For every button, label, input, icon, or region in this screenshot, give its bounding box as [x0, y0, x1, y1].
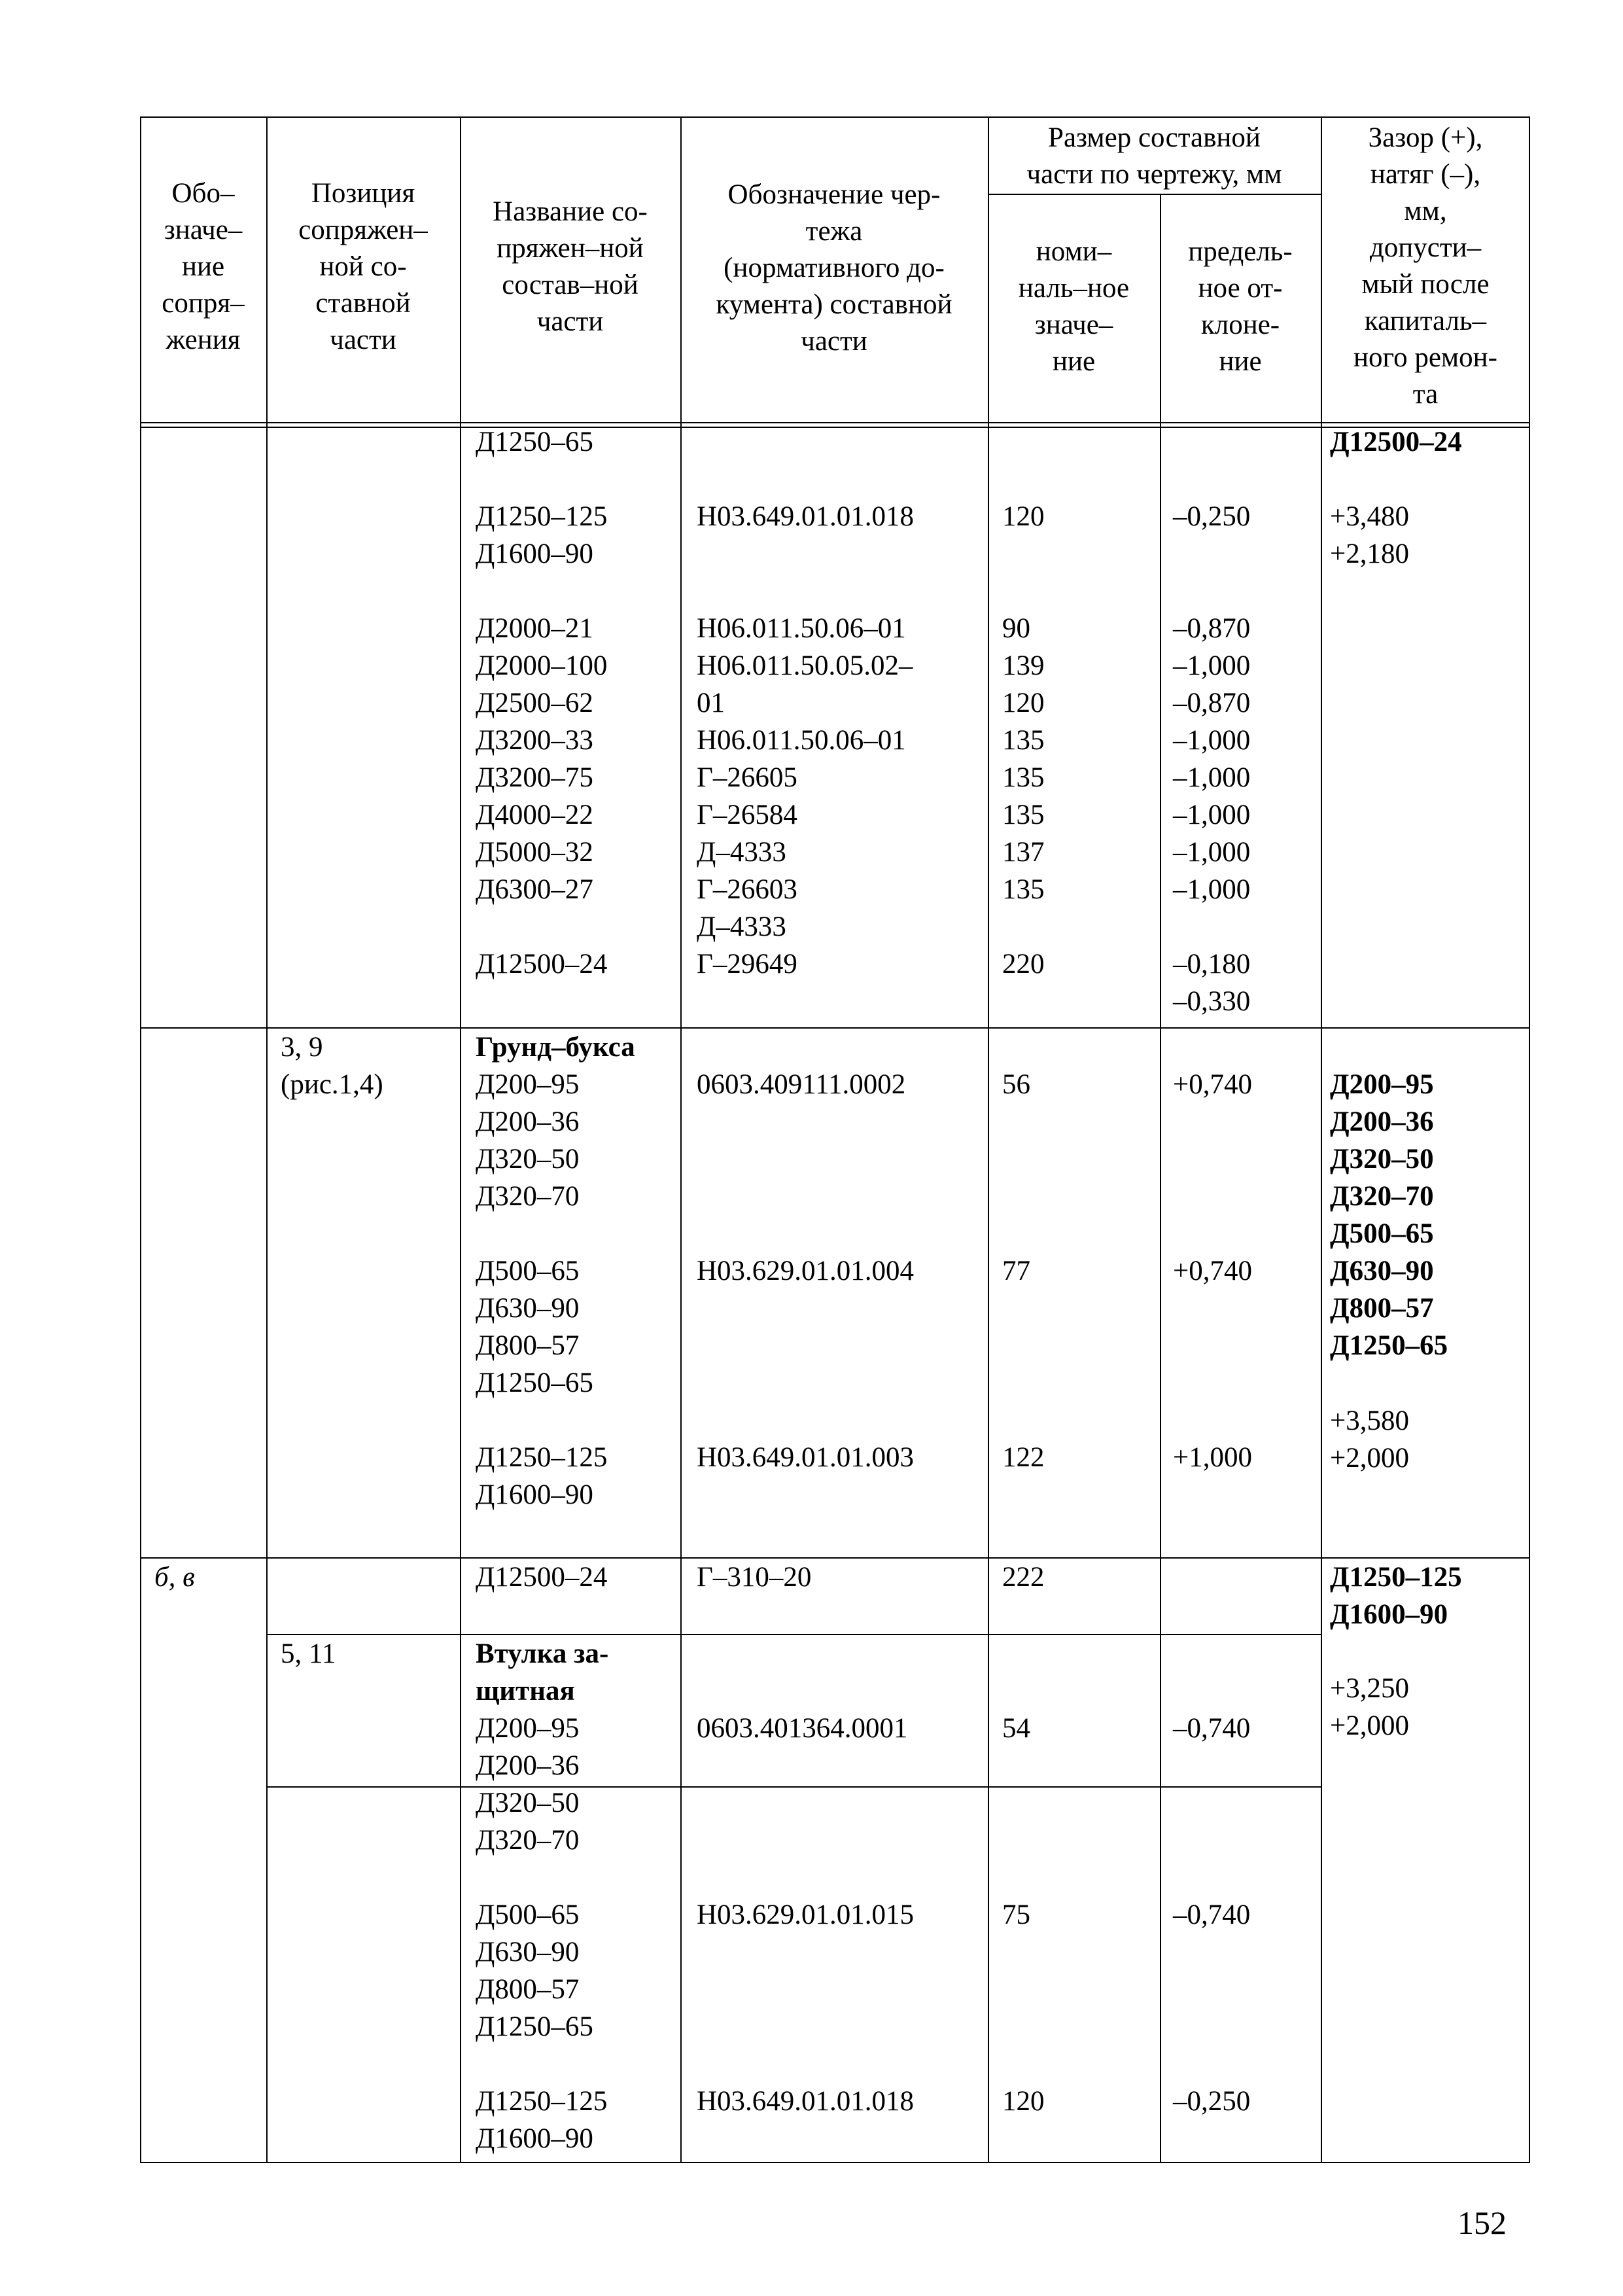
position: 3, 9 (рис.1,4)	[281, 1032, 383, 1100]
header-position: Позиция сопряжен– ной со- ставной части	[298, 178, 428, 355]
header-designation: Обо– значе– ние сопря– жения	[162, 178, 245, 355]
row-divider	[266, 1634, 1321, 1635]
deviation-values: +0,740 +0,740 +1,000	[1173, 1069, 1253, 1473]
clearance-titles: Д1250–125 Д1600–90	[1330, 1562, 1462, 1630]
header-deviation: предель- ное от- клоне- ние	[1188, 236, 1293, 377]
part-title: Втулка за- щитная	[476, 1638, 609, 1706]
drawing-numbers: Н03.629.01.01.015 Н03.649.01.01.018	[697, 1899, 915, 2117]
column-divider	[1160, 194, 1161, 2163]
part-title: Грунд–букса	[476, 1032, 635, 1063]
designation: б, в	[154, 1562, 195, 1593]
nominal-values: 75 120	[1002, 1899, 1045, 2117]
header-clearance: Зазор (+), натяг (–), мм, допусти– мый после капиталь– ного ремон- та	[1353, 122, 1497, 410]
size-group-divider	[988, 194, 1321, 195]
part-names: Д200–95 Д200–36 Д320–50 Д320–70 Д500–65 Д630–90 Д800–57 Д1250–65 Д1250–125 Д1600–90	[476, 1069, 608, 1510]
header-part-name: Название со- пряжен–ной состав–ной части	[493, 196, 648, 337]
column-divider	[1321, 116, 1322, 2163]
part-names: Д1250–65 Д1250–125 Д1600–90 Д2000–21 Д2000–100 Д2500–62 Д3200–33 Д3200–75 Д4000–22 Д5000–32 Д6300–27 Д12500–24	[476, 427, 608, 980]
clearance-values: +3,250 +2,000	[1330, 1673, 1410, 1741]
drawing-number: 0603.401364.0001	[697, 1713, 908, 1744]
nominal-values: 120 90 139 120 135 135 135 137 135 220	[1002, 501, 1045, 980]
header-size-group: Размер составной части по чертежу, мм	[1026, 122, 1282, 190]
column-divider	[266, 116, 268, 2163]
clearance-values: +3,580 +2,000	[1330, 1405, 1410, 1474]
row-divider	[140, 1557, 1530, 1559]
column-divider	[988, 116, 989, 2163]
part-names: Д200–95 Д200–36	[476, 1713, 580, 1781]
drawing-numbers: Н03.649.01.01.018 Н06.011.50.06–01 Н06.011.50.05.02– 01 Н06.011.50.06–01 Г–26605 Г–26584 Д–4333 Г–26603 Д–4333 Г–29649	[697, 501, 915, 980]
column-divider	[460, 116, 461, 2163]
deviation-value: –0,740	[1173, 1713, 1251, 1744]
nominal-value: 222	[1002, 1562, 1045, 1593]
header-nominal: номи– наль–ное значе– ние	[1018, 236, 1130, 377]
deviation-values: –0,250 –0,870 –1,000 –0,870 –1,000 –1,000 –1,000 –1,000 –1,000 –0,180 –0,330	[1173, 501, 1251, 1017]
part-name: Д12500–24	[476, 1562, 608, 1593]
clearance-titles: Д200–95 Д200–36 Д320–50 Д320–70 Д500–65 Д630–90 Д800–57 Д1250–65	[1330, 1069, 1448, 1361]
column-divider	[680, 116, 682, 2163]
nominal-values: 56 77 122	[1002, 1069, 1045, 1473]
header-drawing: Обозначение чер- тежа (нормативного до- кумента) составной части	[716, 179, 952, 357]
page-number: 152	[1457, 2204, 1507, 2241]
clearance-values: +3,480 +2,180	[1330, 501, 1410, 569]
drawing-numbers: 0603.409111.0002 Н03.629.01.01.004 Н03.649.01.01.003	[697, 1069, 915, 1473]
deviation-values: –0,740 –0,250	[1173, 1899, 1251, 2117]
part-names: Д320–50 Д320–70 Д500–65 Д630–90 Д800–57 Д1250–65 Д1250–125 Д1600–90	[476, 1788, 608, 2154]
drawing-number: Г–310–20	[697, 1562, 812, 1593]
clearance-title: Д12500–24	[1330, 427, 1462, 457]
position: 5, 11	[281, 1638, 336, 1669]
nominal-value: 54	[1002, 1713, 1030, 1744]
